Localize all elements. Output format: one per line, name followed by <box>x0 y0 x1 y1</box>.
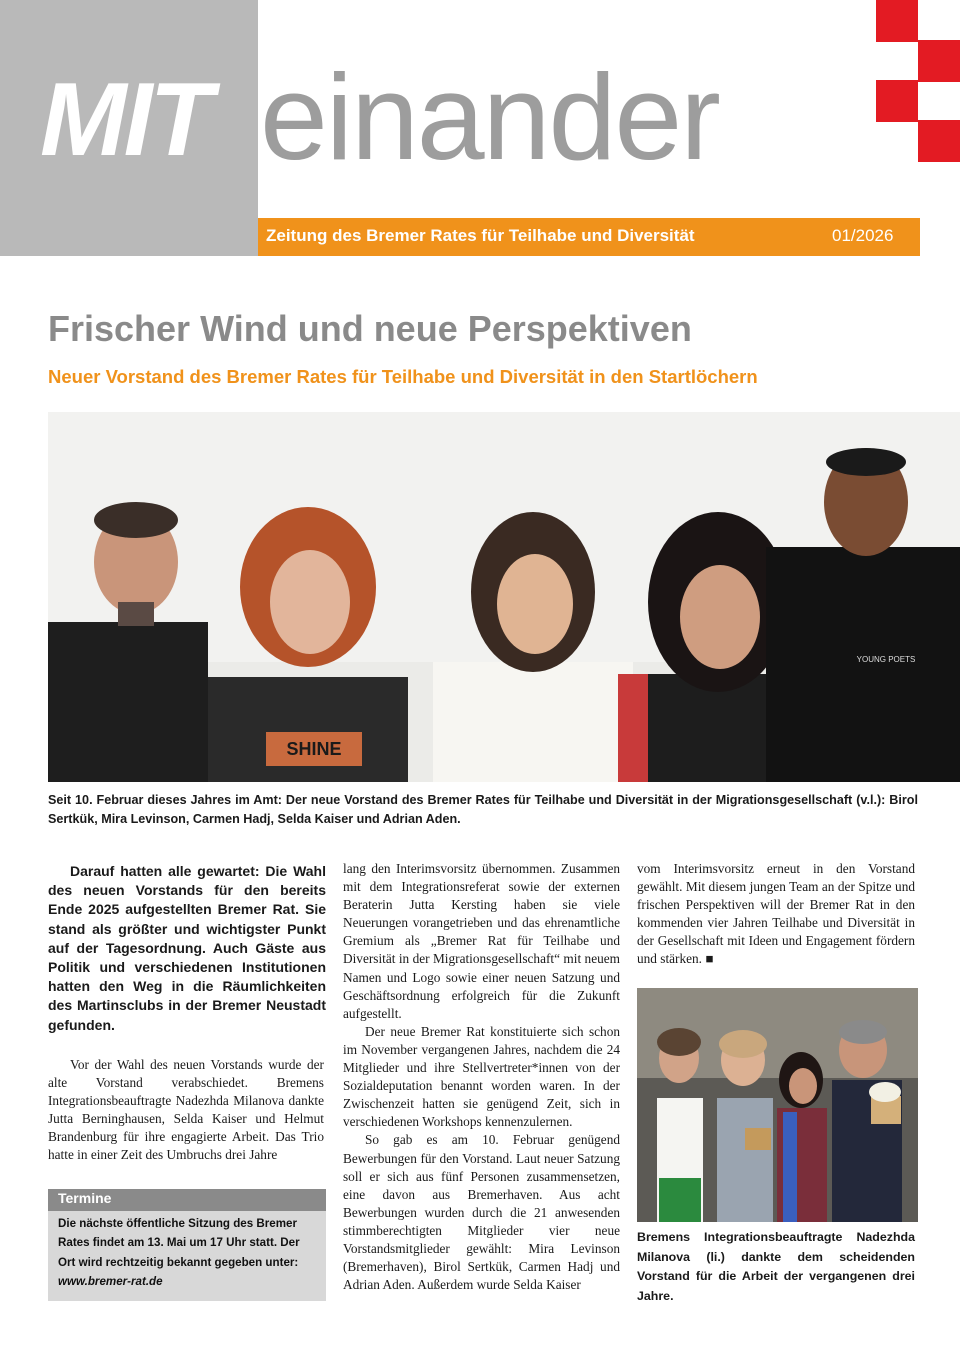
column-2 <box>343 860 620 1294</box>
article-lead <box>48 862 326 1035</box>
masthead-title-einander: einander <box>260 49 719 185</box>
column-1 <box>48 1056 324 1165</box>
board-group-photo <box>48 412 960 782</box>
issue-number: 01/2026 <box>832 226 894 245</box>
farewell-photo <box>637 988 918 1222</box>
termine-title: Termine <box>58 1190 112 1206</box>
hoodie-print: YOUNG POETS <box>856 655 916 664</box>
masthead-title-mit: MIT <box>40 62 211 178</box>
lead-text: Darauf hatten alle gewartet: Die Wahl des neuen Vorstands für den bereits Ende 2025 aufgestellten Bremer Rat. Sie stand als größter und wichtigster Punkt auf der Tagesordnung. Auch Gäste aus Politik und verschiedenen Institutionen hatten den Weg in die Räumlichkeiten des Martinsclubs in der Bremer Neustadt gefunden. <box>48 863 326 1033</box>
column-3 <box>637 860 915 969</box>
paragraph: Vor der Wahl des neuen Vorstands wurde der alte Vorstand verabschiedet. Bremens Integrationsbeauftragte Nadezhda Milanova dankte Jutta Berninghausen, Selda Kaiser und Helmut Brandenburg für ihre engagierte Arbeit. Das Trio hatte in einer Zeit des Umbruchs drei Jahre <box>48 1057 324 1163</box>
article-headline: Frischer Wind und neue Perspektiven <box>48 308 692 349</box>
masthead-subtitle: Zeitung des Bremer Rates für Teilhabe und Diversität <box>266 226 695 245</box>
shirt-print: SHINE <box>286 739 342 759</box>
termine-body <box>58 1214 320 1292</box>
paragraph: vom Interimsvorsitz erneut in den Vorstand gewählt. Mit diesem jungen Team an der Spitze und frischen Perspektiven will der Bremer Rat in den kommenden vier Jahren Teilhabe und Diversität in der Gesellschaft mit Ideen und Engagement fördern und stärken. ■ <box>637 861 915 967</box>
checker-square <box>876 80 918 122</box>
checker-square <box>876 0 918 42</box>
checker-square <box>918 40 960 82</box>
article-subheadline: Neuer Vorstand des Bremer Rates für Teilhabe und Diversität in den Startlöchern <box>48 366 758 387</box>
paragraph: So gab es am 10. Februar genügend Bewerbungen für den Vorstand. Laut neuer Satzung soll er sich aus fünf Personen zusammensetzen, eine davon aus Bremerhaven. Aus acht Bewerbungen wurden durch die 21 anwesenden stimmberechtigten Mitglieder vier neue Vorstandsmitglieder gewählt: Mira Levinson (Bremerhaven), Birol Sertkük, Carmen Hadj und Adrian Aden. Außerdem wurde Selda Kaiser <box>343 1132 620 1293</box>
termine-link[interactable]: www.bremer-rat.de <box>58 1275 163 1289</box>
termine-text: Die nächste öffentliche Sitzung des Bremer Rates findet am 13. Mai um 17 Uhr statt. Der Ort wird rechtzeitig bekannt gegeben unter: <box>58 1217 300 1269</box>
checker-square <box>918 120 960 162</box>
paragraph: Der neue Bremer Rat konstituierte sich schon im November vergangenen Jahres, nachdem die 24 Mitglieder und ihre Stellvertreter*innen von der Sozialdeputation benannt worden waren. In der Zwischenzeit hatten sie genügend Zeit, sich in verschiedenen Workshops kennenzulernen. <box>343 1023 620 1130</box>
photo-caption: Seit 10. Februar dieses Jahres im Amt: Der neue Vorstand des Bremer Rates für Teilhabe und Diversität in der Migrationsgesellschaft (v.l.): Birol Sertkük, Mira Levinson, Carmen Hadj, Selda Kaiser und Adrian Aden. <box>48 793 918 826</box>
paragraph: lang den Interimsvorsitz übernommen. Zusammen mit dem Integrationsreferat sowie der externen Beraterin Jutta Kersting haben sie viele Neuerungen vorangetrieben und das ehrenamtliche Gremium als „Bremer Rat für Teilhabe und Diversität in der Migrationsgesellschaft“ mit neuem Namen und Logo sowie einer neuen Satzung und Geschäftsordnung erfolgreich für die Zukunft aufgestellt. <box>343 861 620 1021</box>
farewell-photo-caption: Bremens Integrationsbeauftragte Nadezhda Milanova (li.) dankte dem scheidenden Vorstand für die Arbeit der vergangenen drei Jahre. <box>637 1230 915 1303</box>
